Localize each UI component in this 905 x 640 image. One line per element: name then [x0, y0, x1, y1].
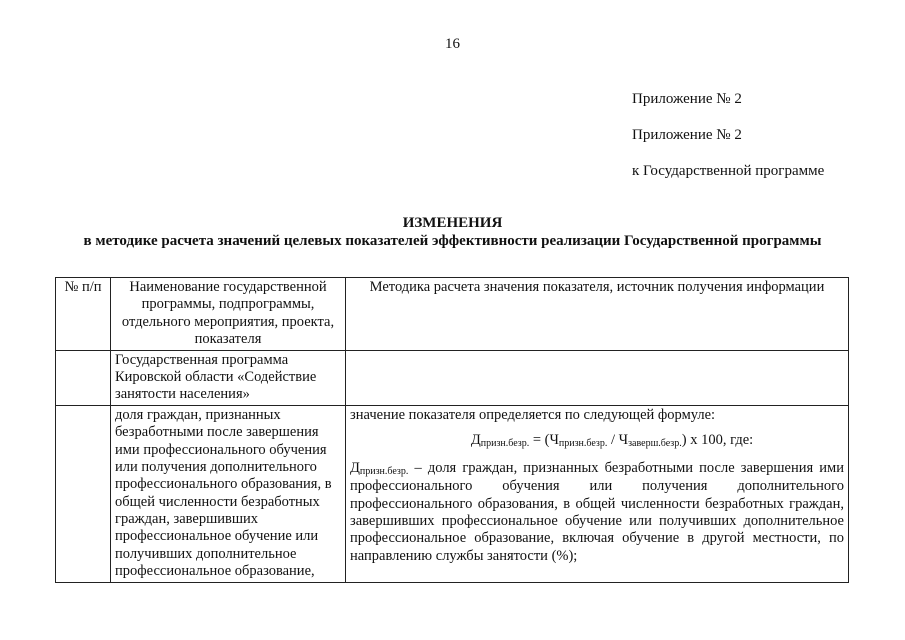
program-method-cell	[346, 350, 849, 405]
appendix-line-2: Приложение № 2	[632, 127, 742, 143]
header-num: № п/п	[56, 278, 111, 351]
table-header-row	[56, 278, 849, 351]
indicator-method-cell	[346, 405, 849, 582]
program-name-cell: Государственная программа Кировской области «Содействие занятости населения»	[111, 350, 346, 405]
appendix-line-3: к Государственной программе	[632, 163, 825, 179]
method-intro: значение показателя определяется по следующей формуле:	[350, 406, 716, 423]
program-num-cell	[56, 350, 111, 405]
appendix-line-1: Приложение № 2	[632, 91, 742, 107]
document-title: ИЗМЕНЕНИЯ	[402, 215, 503, 231]
page-number: 16	[445, 36, 460, 52]
indicator-name-cell: доля граждан, признанных безработными после завершения ими профессионального обучения или получения дополнительного профессионального образования, в общей численности безработных граждан, завершивших профессиональное обучение или получивших дополнительное профессиональное образование,	[111, 405, 346, 582]
header-method: Методика расчета значения показателя, источник получения информации	[346, 278, 849, 351]
table-row	[56, 350, 849, 405]
table-row	[56, 405, 849, 582]
header-name: Наименование государственной программы, подпрограммы, отдельного мероприятия, проекта, показателя	[111, 278, 346, 351]
document-subtitle: в методике расчета значений целевых показателей эффективности реализации Государственной программы	[83, 233, 822, 249]
methodology-table	[55, 277, 849, 583]
formula-definition: $Д_{призн.безр.}$ – доля граждан, признанных безработными после завершения ими профессионального обучения или получения дополнительного профессионального образования, в общей численности безработных граждан, завершивших профессиональное обучение или получивших дополнительное профессиональное образование, включая обучение в другой местности, по направлению службы занятости (%);	[350, 460, 844, 564]
indicator-num-cell	[56, 405, 111, 582]
formula: $Д_{призн.безр.} = (Ч_{призн.безр.} / Ч_{заверш.безр.})$ х 100, где:	[470, 432, 754, 450]
